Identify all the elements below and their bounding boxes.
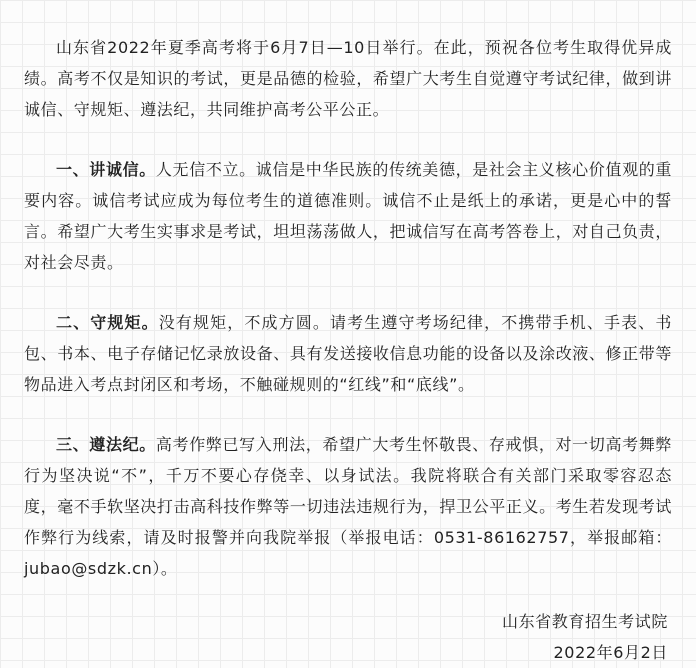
section-body-law: 高考作弊已写入刑法，希望广大考生怀敬畏、存戒惧，对一切高考舞弊行为坚决说“不”，千万不要心存侥幸、以身试法。我院将联合有关部门采取零容忍态度，毫不手软坚决打击高科技作弊等一切违法违规行为，捍卫公平正义。考生若发现考试作弊行为线索，请及时报警并向我院举报（举报电话：0531-86162757，举报邮箱：jubao@sdzk.cn）。 bbox=[24, 435, 672, 578]
section-body-integrity: 人无信不立。诚信是中华民族的传统美德，是社会主义核心价值观的重要内容。诚信考试应成为每位考生的道德准则。诚信不止是纸上的承诺，更是心中的誓言。希望广大考生实事求是考试，坦坦荡荡做人，把诚信写在高考答卷上，对自己负责，对社会尽责。 bbox=[24, 160, 672, 272]
section-body-rules: 没有规矩，不成方圆。请考生遵守考场纪律，不携带手机、手表、书包、书本、电子存储记忆录放设备、具有发送接收信息功能的设备以及涂改液、修正带等物品进入考点封闭区和考场，不触碰规则的“红线”和“底线”。 bbox=[24, 313, 672, 394]
section-rules bbox=[24, 307, 672, 400]
section-integrity bbox=[24, 154, 672, 278]
signature-block bbox=[24, 606, 672, 668]
section-heading-integrity: 一、讲诚信。 bbox=[56, 160, 156, 179]
intro-paragraph: 山东省2022年夏季高考将于6月7日—10日举行。在此，预祝各位考生取得优异成绩。高考不仅是知识的考试，更是品德的检验，希望广大考生自觉遵守考试纪律，做到讲诚信、守规矩、遵法纪，共同维护高考公平公正。 bbox=[24, 38, 672, 119]
section-heading-law: 三、遵法纪。 bbox=[56, 435, 156, 454]
section-heading-rules: 二、守规矩。 bbox=[56, 313, 159, 332]
signature-date: 2022年6月2日 bbox=[553, 643, 668, 662]
signature-organization: 山东省教育招生考试院 bbox=[501, 612, 668, 631]
section-law bbox=[24, 429, 672, 584]
